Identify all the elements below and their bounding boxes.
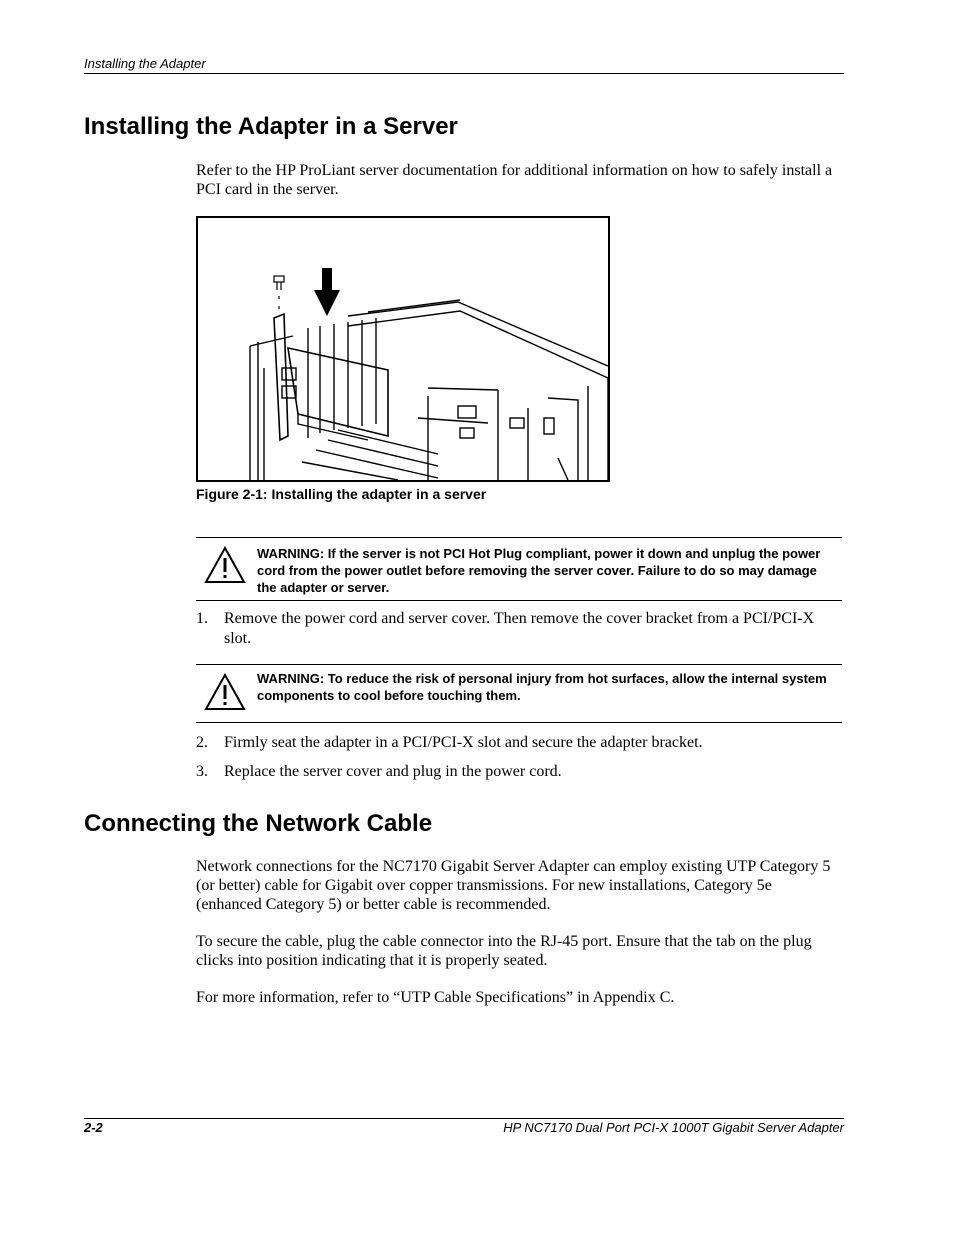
step-text: Firmly seat the adapter in a PCI/PCI-X slot and secure the adapter bracket. (224, 734, 703, 751)
section-heading-network-cable: Connecting the Network Cable (84, 810, 433, 837)
document-title: HP NC7170 Dual Port PCI-X 1000T Gigabit Server Adapter (503, 1120, 844, 1135)
step-number: 1. (196, 610, 208, 627)
warning-triangle-icon (204, 673, 246, 711)
step-text: Remove the power cord and server cover. Then remove the cover bracket from a PCI/PCI-X slot. (224, 610, 815, 647)
network-paragraph-2: To secure the cable, plug the cable connector into the RJ-45 port. Ensure that the tab on the plug clicks into position indicating that it is properly seated. (196, 933, 812, 969)
footer-rule (84, 1118, 844, 1119)
warning-text: WARNING: To reduce the risk of personal injury from hot surfaces, allow the internal system components to cool before touching them. (257, 671, 827, 703)
warning-triangle-icon (204, 546, 246, 584)
step-text: Replace the server cover and plug in the power cord. (224, 763, 562, 780)
step-number: 2. (196, 734, 208, 751)
server-installation-illustration (198, 218, 608, 480)
step-number: 3. (196, 763, 208, 780)
section-heading-installing: Installing the Adapter in a Server (84, 113, 458, 140)
figure-server-illustration (196, 216, 610, 482)
header-rule (84, 73, 844, 74)
warning-box-hot-surfaces (196, 664, 842, 723)
figure-caption: Figure 2-1: Installing the adapter in a server (196, 486, 487, 502)
intro-paragraph: Refer to the HP ProLiant server documentation for additional information on how to safely install a PCI card in the server. (196, 162, 833, 198)
running-header: Installing the Adapter (84, 56, 206, 71)
network-paragraph-1: Network connections for the NC7170 Gigabit Server Adapter can employ existing UTP Category 5 (or better) cable for Gigabit over copper transmissions. For new installations, Category 5e (enhanced Category 5) or better cable is recommended. (196, 858, 831, 913)
network-paragraph-3: For more information, refer to “UTP Cable Specifications” in Appendix C. (196, 989, 675, 1006)
warning-text: WARNING: If the server is not PCI Hot Plug compliant, power it down and unplug the power cord from the power outlet before removing the server cover. Failure to do so may damage the adapter or server. (257, 546, 821, 595)
warning-box-power (196, 537, 842, 601)
page-number: 2-2 (84, 1120, 103, 1135)
